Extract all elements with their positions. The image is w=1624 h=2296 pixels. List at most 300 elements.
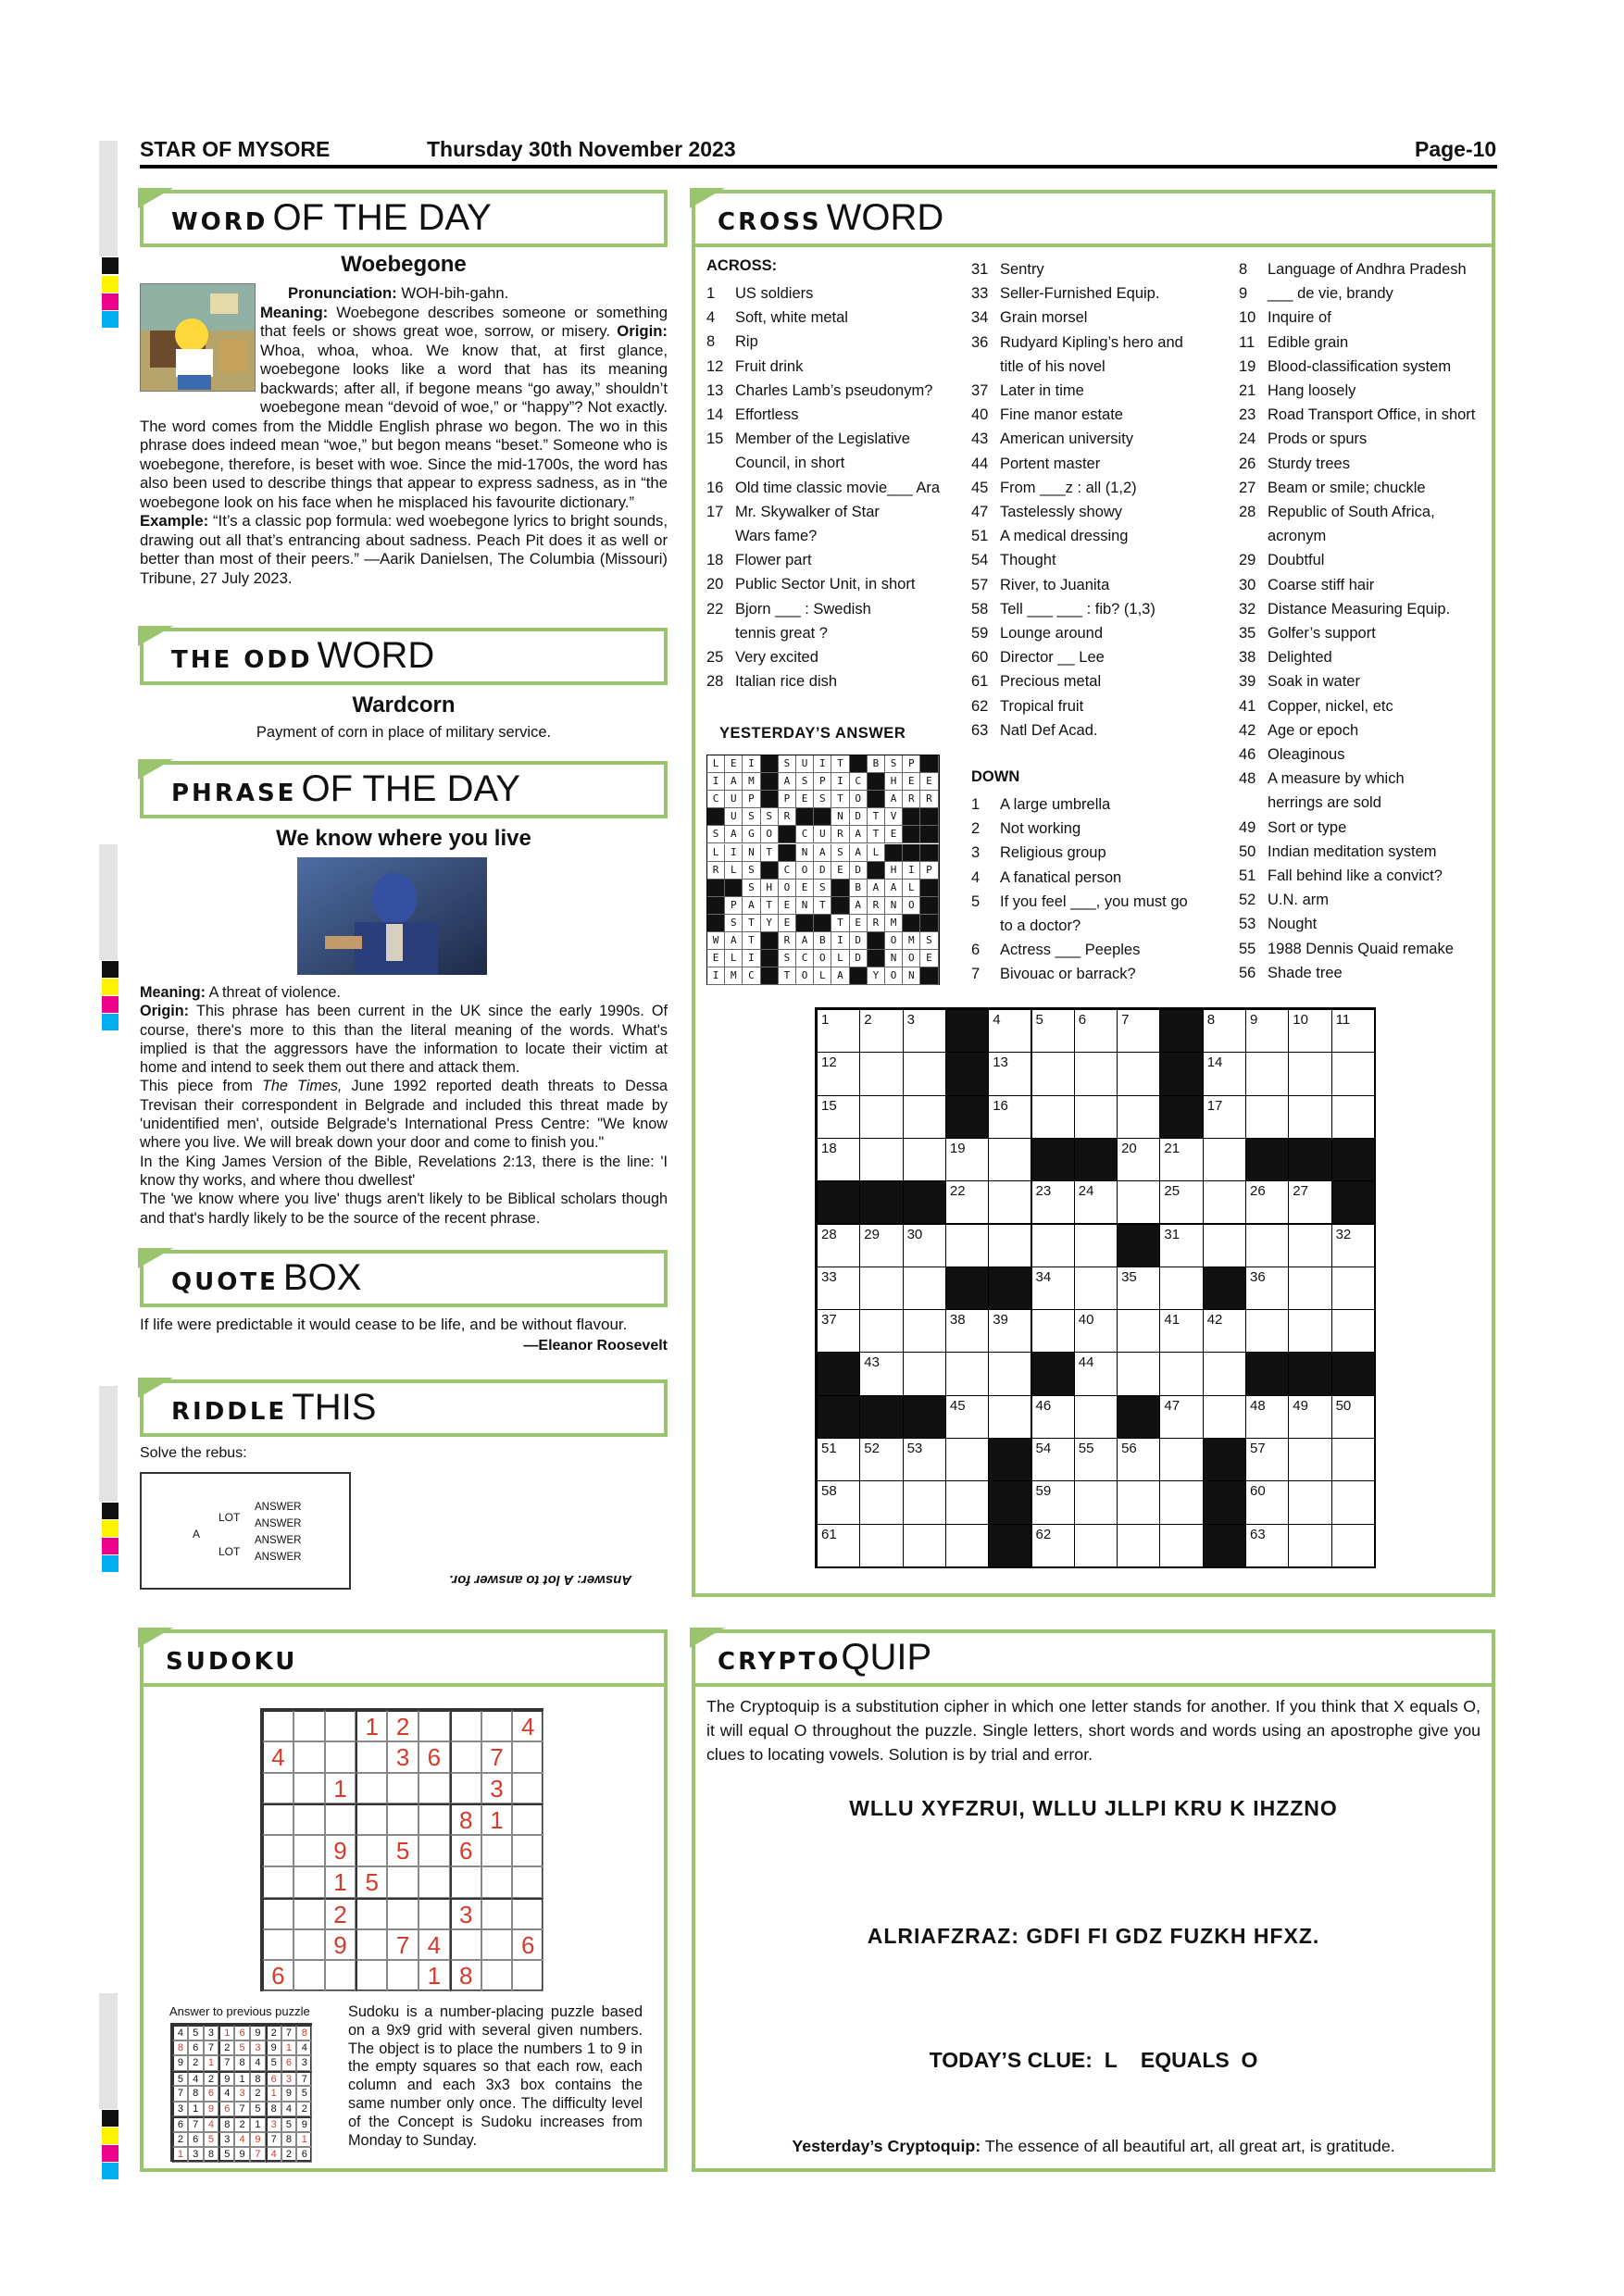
crossword-cell[interactable] <box>1117 1180 1160 1224</box>
clue-text: Precious metal <box>1000 673 1102 691</box>
crossword-cell[interactable] <box>1074 1224 1118 1267</box>
crossword-cell[interactable] <box>1159 1395 1203 1439</box>
clue-number: 63 <box>971 721 989 739</box>
clue-text: Rip <box>735 333 758 351</box>
sudoku-cell[interactable] <box>387 1773 418 1804</box>
cell-number: 5 <box>1035 1012 1043 1028</box>
clue-item <box>706 281 940 306</box>
answer-letter: P <box>920 862 938 880</box>
previous-sudoku-cell: 9 <box>281 2086 297 2102</box>
sudoku-cell[interactable] <box>481 1898 513 1929</box>
clue-text: Seller-Furnished Equip. <box>1000 285 1160 303</box>
crossword-cell[interactable] <box>1288 1224 1331 1267</box>
crossword-cell[interactable] <box>903 1309 946 1353</box>
sudoku-cell[interactable] <box>294 1773 325 1804</box>
crossword-cell[interactable] <box>1159 1138 1203 1181</box>
clue-item <box>971 257 1183 281</box>
answer-letter: C <box>796 826 814 843</box>
crossword-cell[interactable] <box>1074 1524 1118 1567</box>
sudoku-cell[interactable] <box>325 1803 356 1835</box>
crossword-cell[interactable] <box>1074 1052 1118 1095</box>
cell-number: 38 <box>949 1312 966 1329</box>
answer-letter: N <box>831 808 849 826</box>
clue-item <box>971 914 1188 938</box>
cell-number: 43 <box>864 1354 880 1371</box>
crossword-cell[interactable] <box>903 1095 946 1139</box>
sudoku-cell[interactable] <box>512 1803 543 1835</box>
clue-text: Council, in short <box>735 455 845 472</box>
sudoku-cell[interactable] <box>481 1929 513 1961</box>
answer-letter: T <box>761 897 779 915</box>
clue-item <box>971 281 1183 306</box>
sudoku-cell[interactable] <box>450 1710 481 1741</box>
answer-black-square <box>779 844 796 862</box>
crossword-cell[interactable] <box>1245 1309 1289 1353</box>
crossword-cell[interactable] <box>1117 1052 1160 1095</box>
crossword-cell[interactable] <box>1245 1052 1289 1095</box>
crossword-cell[interactable] <box>1159 1309 1203 1353</box>
crossword-cell[interactable] <box>1074 1009 1118 1053</box>
crossword-cell[interactable] <box>1074 1352 1118 1395</box>
sudoku-cell[interactable] <box>356 1741 387 1773</box>
crossword-cell[interactable] <box>1288 1395 1331 1439</box>
crossword-cell[interactable] <box>1245 1224 1289 1267</box>
clue-item <box>971 573 1183 597</box>
sudoku-cell[interactable] <box>418 1773 450 1804</box>
crossword-cell[interactable] <box>1331 1524 1375 1567</box>
answer-letter: R <box>831 826 849 843</box>
black-square <box>903 1395 946 1439</box>
crossword-cell[interactable] <box>817 1009 860 1053</box>
clue-text: Distance Measuring Equip. <box>1268 600 1451 618</box>
sudoku-cell[interactable] <box>262 1710 294 1741</box>
crossword-cell[interactable] <box>1074 1309 1118 1353</box>
sudoku-cell[interactable] <box>418 1866 450 1898</box>
clue-number: 30 <box>1239 576 1256 593</box>
crossword-cell[interactable] <box>1331 1052 1375 1095</box>
sudoku-cell[interactable] <box>325 1960 356 1991</box>
sudoku-cell[interactable] <box>418 1803 450 1835</box>
cell-number: 44 <box>1078 1354 1094 1371</box>
clue-text: Director __ Lee <box>1000 649 1105 667</box>
previous-sudoku-cell: 3 <box>172 2102 188 2117</box>
crossword-cell[interactable] <box>1074 1395 1118 1439</box>
crossword-cell[interactable] <box>1031 1480 1075 1524</box>
crossword-cell[interactable] <box>859 1224 903 1267</box>
crossword-cell[interactable] <box>1245 1095 1289 1139</box>
crossword-cell[interactable] <box>817 1052 860 1095</box>
sudoku-cell[interactable] <box>325 1741 356 1773</box>
crossword-cell[interactable] <box>988 1138 1031 1181</box>
black-square <box>1203 1267 1246 1310</box>
black-square <box>945 1009 989 1053</box>
crossword-cell[interactable] <box>1288 1309 1331 1353</box>
clue-number: 27 <box>1239 479 1256 496</box>
cell-number: 22 <box>949 1183 966 1200</box>
crossword-cell[interactable] <box>988 1095 1031 1139</box>
crossword-cell[interactable] <box>988 1224 1031 1267</box>
crossword-cell[interactable] <box>1331 1267 1375 1310</box>
crossword-cell[interactable] <box>1031 1309 1075 1353</box>
answer-letter: L <box>725 862 743 880</box>
crossword-cell[interactable] <box>1288 1009 1331 1053</box>
crossword-cell[interactable] <box>859 1095 903 1139</box>
crossword-cell[interactable] <box>1203 1352 1246 1395</box>
answer-letter: E <box>707 950 725 967</box>
clue-number: 24 <box>1239 430 1256 448</box>
crossword-cell[interactable] <box>859 1480 903 1524</box>
crossword-cell[interactable] <box>1031 1009 1075 1053</box>
sudoku-cell[interactable] <box>450 1929 481 1961</box>
crossword-cell[interactable] <box>1031 1052 1075 1095</box>
crossword-cell[interactable] <box>1031 1224 1075 1267</box>
crossword-cell[interactable] <box>1074 1180 1118 1224</box>
crossword-cell[interactable] <box>903 1009 946 1053</box>
answer-letter: T <box>761 844 779 862</box>
previous-sudoku-cell: 5 <box>219 2147 234 2163</box>
sudoku-cell: 4 <box>512 1710 543 1741</box>
sudoku-cell[interactable] <box>262 1835 294 1866</box>
crossword-cell[interactable] <box>859 1524 903 1567</box>
crossword-cell[interactable] <box>1159 1267 1203 1310</box>
crossword-cell[interactable] <box>903 1438 946 1481</box>
previous-sudoku-cell: 7 <box>219 2055 234 2071</box>
answer-letter: A <box>868 880 885 897</box>
crossword-cell[interactable] <box>945 1180 989 1224</box>
answer-black-square <box>920 808 938 826</box>
previous-sudoku-grid <box>170 2023 312 2162</box>
crossword-cell[interactable] <box>1245 1524 1289 1567</box>
sudoku-cell[interactable] <box>356 1773 387 1804</box>
crossword-cell[interactable] <box>1288 1180 1331 1224</box>
answer-letter: G <box>743 826 760 843</box>
clue-item <box>1239 961 1475 985</box>
cell-number: 19 <box>949 1140 966 1156</box>
cell-number: 55 <box>1078 1441 1094 1456</box>
previous-sudoku-cell: 5 <box>204 2132 219 2148</box>
crossword-cell[interactable] <box>988 1395 1031 1439</box>
clue-number <box>706 621 735 645</box>
clue-number: 4 <box>971 868 981 886</box>
crossword-cell[interactable] <box>817 1138 860 1181</box>
crossword-cell[interactable] <box>903 1267 946 1310</box>
sudoku-cell[interactable] <box>387 1803 418 1835</box>
crossword-cell[interactable] <box>817 1438 860 1481</box>
clue-item <box>971 938 1188 962</box>
sudoku-cell: 5 <box>356 1866 387 1898</box>
crossword-cell[interactable] <box>1159 1480 1203 1524</box>
crossword-cell[interactable] <box>859 1352 903 1395</box>
sudoku-header: SUDOKU <box>144 1633 664 1687</box>
previous-sudoku-cell: 4 <box>172 2025 188 2040</box>
clue-text: Fruit drink <box>735 357 804 375</box>
rebus-box <box>140 1472 351 1590</box>
cell-number: 46 <box>1035 1397 1052 1414</box>
sudoku-cell[interactable] <box>262 1803 294 1835</box>
crossword-cell[interactable] <box>1117 1095 1160 1139</box>
crossword-cell[interactable] <box>1074 1095 1118 1139</box>
sudoku-cell[interactable] <box>262 1929 294 1961</box>
crossword-cell[interactable] <box>945 1438 989 1481</box>
black-square <box>945 1267 989 1310</box>
crossword-cell[interactable] <box>1031 1438 1075 1481</box>
clue-text: Religious group <box>1000 844 1106 862</box>
previous-sudoku-cell: 2 <box>266 2025 281 2040</box>
sudoku-cell[interactable] <box>512 1960 543 1991</box>
crossword-cell[interactable] <box>1117 1138 1160 1181</box>
crossword-cell[interactable] <box>1331 1009 1375 1053</box>
crossword-cell[interactable] <box>1159 1438 1203 1481</box>
crossword-cell[interactable] <box>1331 1224 1375 1267</box>
sudoku-cell[interactable] <box>512 1866 543 1898</box>
crossword-cell[interactable] <box>817 1480 860 1524</box>
crossword-cell[interactable] <box>1288 1267 1331 1310</box>
crossword-cell[interactable] <box>1159 1524 1203 1567</box>
cell-number: 32 <box>1335 1226 1352 1242</box>
crossword-cell[interactable] <box>1203 1309 1246 1353</box>
black-square <box>945 1095 989 1139</box>
sudoku-cell[interactable] <box>481 1866 513 1898</box>
crossword-cell[interactable] <box>859 1052 903 1095</box>
crossword-cell[interactable] <box>1117 1524 1160 1567</box>
crossword-cell[interactable] <box>1203 1095 1246 1139</box>
clue-number: 45 <box>971 479 989 496</box>
cell-number: 40 <box>1078 1312 1094 1329</box>
crossword-cell[interactable] <box>1031 1180 1075 1224</box>
answer-letter: I <box>743 950 760 967</box>
crossword-cell[interactable] <box>988 1352 1031 1395</box>
odd-word: Wardcorn <box>352 693 456 718</box>
crossword-cell[interactable] <box>945 1138 989 1181</box>
cell-number: 37 <box>821 1312 837 1329</box>
crossword-cell[interactable] <box>817 1224 860 1267</box>
sudoku-cell[interactable] <box>418 1710 450 1741</box>
sudoku-cell[interactable] <box>294 1929 325 1961</box>
crossword-cell[interactable] <box>903 1138 946 1181</box>
crossword-cell[interactable] <box>1117 1309 1160 1353</box>
crossword-cell[interactable] <box>1288 1524 1331 1567</box>
black-square <box>1203 1438 1246 1481</box>
crossword-cell[interactable] <box>1288 1480 1331 1524</box>
black-square <box>859 1180 903 1224</box>
crossword-cell[interactable] <box>1117 1009 1160 1053</box>
crossword-cell[interactable] <box>1245 1438 1289 1481</box>
sudoku-cell: 3 <box>387 1741 418 1773</box>
crossword-cell[interactable] <box>1203 1180 1246 1224</box>
crossword-cell[interactable] <box>1331 1309 1375 1353</box>
previous-sudoku-cell: 9 <box>296 2116 312 2132</box>
sudoku-cell[interactable] <box>294 1741 325 1773</box>
crossword-cell[interactable] <box>859 1138 903 1181</box>
sudoku-cell[interactable] <box>294 1835 325 1866</box>
crossword-cell[interactable] <box>945 1395 989 1439</box>
clue-number: 60 <box>971 649 989 667</box>
answer-letter: C <box>707 791 725 808</box>
previous-sudoku-cell: 9 <box>204 2102 219 2117</box>
crossword-cell[interactable] <box>1117 1480 1160 1524</box>
sudoku-cell[interactable] <box>356 1960 387 1991</box>
swatch-yellow <box>102 2128 119 2144</box>
answer-black-square <box>920 755 938 773</box>
answer-letter: N <box>743 844 760 862</box>
clue-text: Language of Andhra Pradesh <box>1268 261 1467 278</box>
crossword-cell[interactable] <box>1031 1267 1075 1310</box>
crossword-cell[interactable] <box>1331 1395 1375 1439</box>
paper-name: STAR OF MYSORE <box>140 137 331 161</box>
rebus-answer: ANSWER <box>255 1552 302 1563</box>
crossword-cell[interactable] <box>1031 1095 1075 1139</box>
crossword-cell[interactable] <box>1159 1180 1203 1224</box>
crossword-cell[interactable] <box>945 1524 989 1567</box>
crossword-cell[interactable] <box>859 1009 903 1053</box>
crossword-cell[interactable] <box>1117 1352 1160 1395</box>
clue-number <box>1239 791 1268 815</box>
crossword-cell[interactable] <box>1331 1095 1375 1139</box>
sudoku-cell: 6 <box>512 1929 543 1961</box>
answer-black-square <box>903 844 920 862</box>
sudoku-cell[interactable] <box>450 1866 481 1898</box>
sudoku-cell[interactable] <box>512 1773 543 1804</box>
sudoku-cell: 7 <box>481 1741 513 1773</box>
crossword-cell[interactable] <box>988 1009 1031 1053</box>
crossword-cell[interactable] <box>903 1052 946 1095</box>
answer-letter: T <box>868 808 885 826</box>
crossword-cell[interactable] <box>1245 1395 1289 1439</box>
crossword-cell[interactable] <box>1117 1438 1160 1481</box>
crossword-cell[interactable] <box>859 1309 903 1353</box>
sudoku-cell[interactable] <box>512 1835 543 1866</box>
answer-letter: B <box>814 932 831 950</box>
sudoku-cell[interactable] <box>387 1960 418 1991</box>
answer-letter: S <box>814 791 831 808</box>
clue-number: 58 <box>971 600 989 618</box>
crossword-cell[interactable] <box>1074 1480 1118 1524</box>
crossword-cell[interactable] <box>945 1224 989 1267</box>
crossword-cell[interactable] <box>903 1352 946 1395</box>
crossword-cell[interactable] <box>945 1309 989 1353</box>
crossword-cell[interactable] <box>1245 1480 1289 1524</box>
previous-sudoku-cell: 1 <box>219 2025 234 2040</box>
sudoku-cell[interactable] <box>262 1898 294 1929</box>
sudoku-cell[interactable] <box>356 1835 387 1866</box>
crossword-cell[interactable] <box>1288 1052 1331 1095</box>
crossword-cell[interactable] <box>988 1180 1031 1224</box>
crossword-cell[interactable] <box>1245 1267 1289 1310</box>
sudoku-cell[interactable] <box>387 1898 418 1929</box>
crossword-cell[interactable] <box>1074 1267 1118 1310</box>
clue-item <box>1239 767 1475 791</box>
clue-text: Mr. Skywalker of Star <box>735 503 880 520</box>
answer-letter: L <box>725 950 743 967</box>
sudoku-cell[interactable] <box>481 1710 513 1741</box>
sudoku-cell[interactable] <box>387 1866 418 1898</box>
crossword-cell[interactable] <box>1203 1395 1246 1439</box>
crossword-cell[interactable] <box>1288 1438 1331 1481</box>
crossword-cell[interactable] <box>859 1267 903 1310</box>
sudoku-cell[interactable] <box>356 1898 387 1929</box>
clue-item <box>1239 331 1475 355</box>
sudoku-cell[interactable] <box>356 1929 387 1961</box>
crossword-cell[interactable] <box>817 1524 860 1567</box>
answer-letter: I <box>831 773 849 791</box>
crossword-cell[interactable] <box>903 1480 946 1524</box>
crossword-cell[interactable] <box>1074 1438 1118 1481</box>
sudoku-cell[interactable] <box>512 1741 543 1773</box>
sudoku-cell[interactable] <box>294 1866 325 1898</box>
clue-number: 33 <box>971 285 989 303</box>
sudoku-cell[interactable] <box>262 1773 294 1804</box>
crossword-cell[interactable] <box>817 1267 860 1310</box>
clue-item <box>971 621 1183 645</box>
cell-number: 3 <box>906 1012 915 1028</box>
cell-number: 15 <box>821 1097 837 1114</box>
previous-sudoku-cell: 4 <box>219 2086 234 2102</box>
sudoku-cell[interactable] <box>450 1741 481 1773</box>
crossword-cell[interactable] <box>817 1309 860 1353</box>
crossword-cell[interactable] <box>859 1438 903 1481</box>
sudoku-cell: 1 <box>356 1710 387 1741</box>
clue-number <box>971 914 1000 938</box>
clue-text: herrings are sold <box>1268 794 1381 812</box>
crossword-cell[interactable] <box>945 1480 989 1524</box>
crossword-cell[interactable] <box>1245 1009 1289 1053</box>
sudoku-cell[interactable] <box>481 1960 513 1991</box>
crossword-cell[interactable] <box>1203 1224 1246 1267</box>
crossword-cell[interactable] <box>1117 1267 1160 1310</box>
clue-text: Very excited <box>735 649 818 667</box>
previous-sudoku-cell: 4 <box>234 2132 250 2148</box>
crossword-cell[interactable] <box>1203 1138 1246 1181</box>
answer-letter: L <box>903 880 920 897</box>
sudoku-cell[interactable] <box>418 1898 450 1929</box>
crossword-cell[interactable] <box>945 1352 989 1395</box>
crossword-cell[interactable] <box>1331 1480 1375 1524</box>
swatch-cyan <box>102 1014 119 1030</box>
crossword-cell[interactable] <box>1159 1352 1203 1395</box>
crossword-cell[interactable] <box>1203 1052 1246 1095</box>
crossword-cell[interactable] <box>903 1224 946 1267</box>
sudoku-cell[interactable] <box>262 1866 294 1898</box>
crossword-cell[interactable] <box>988 1052 1031 1095</box>
crossword-cell[interactable] <box>817 1095 860 1139</box>
crossword-cell[interactable] <box>1203 1009 1246 1053</box>
crossword-cell[interactable] <box>1159 1224 1203 1267</box>
sudoku-cell[interactable] <box>450 1773 481 1804</box>
sudoku-cell[interactable] <box>294 1803 325 1835</box>
crossword-cell[interactable] <box>903 1524 946 1567</box>
sudoku-cell[interactable] <box>481 1835 513 1866</box>
crossword-cell[interactable] <box>988 1309 1031 1353</box>
crossword-cell[interactable] <box>1245 1180 1289 1224</box>
crossword-cell[interactable] <box>1031 1395 1075 1439</box>
clue-text: Sturdy trees <box>1268 455 1350 472</box>
cell-number: 50 <box>1335 1397 1352 1414</box>
sudoku-cell[interactable] <box>294 1710 325 1741</box>
answer-letter: S <box>796 773 814 791</box>
sudoku-description: Sudoku is a number-placing puzzle based on a 9x9 grid with several given numbers. The object is to place the numbers 1 to 9 in the empty squares so that each row, each column and each 3x3 box contains the same number only once. The difficulty level of the Concept is Sudoku increases from Monday to Sunday. <box>348 2003 643 2149</box>
crossword-cell[interactable] <box>1288 1095 1331 1139</box>
sudoku-cell[interactable] <box>512 1898 543 1929</box>
crossword-cell[interactable] <box>1031 1524 1075 1567</box>
clue-number: 43 <box>971 430 989 448</box>
sudoku-cell[interactable] <box>325 1710 356 1741</box>
sudoku-cell[interactable] <box>294 1898 325 1929</box>
crossword-cell[interactable] <box>1331 1438 1375 1481</box>
sudoku-cell[interactable] <box>356 1803 387 1835</box>
answer-letter: A <box>814 844 831 862</box>
sudoku-cell[interactable] <box>418 1835 450 1866</box>
sudoku-cell[interactable] <box>294 1960 325 1991</box>
